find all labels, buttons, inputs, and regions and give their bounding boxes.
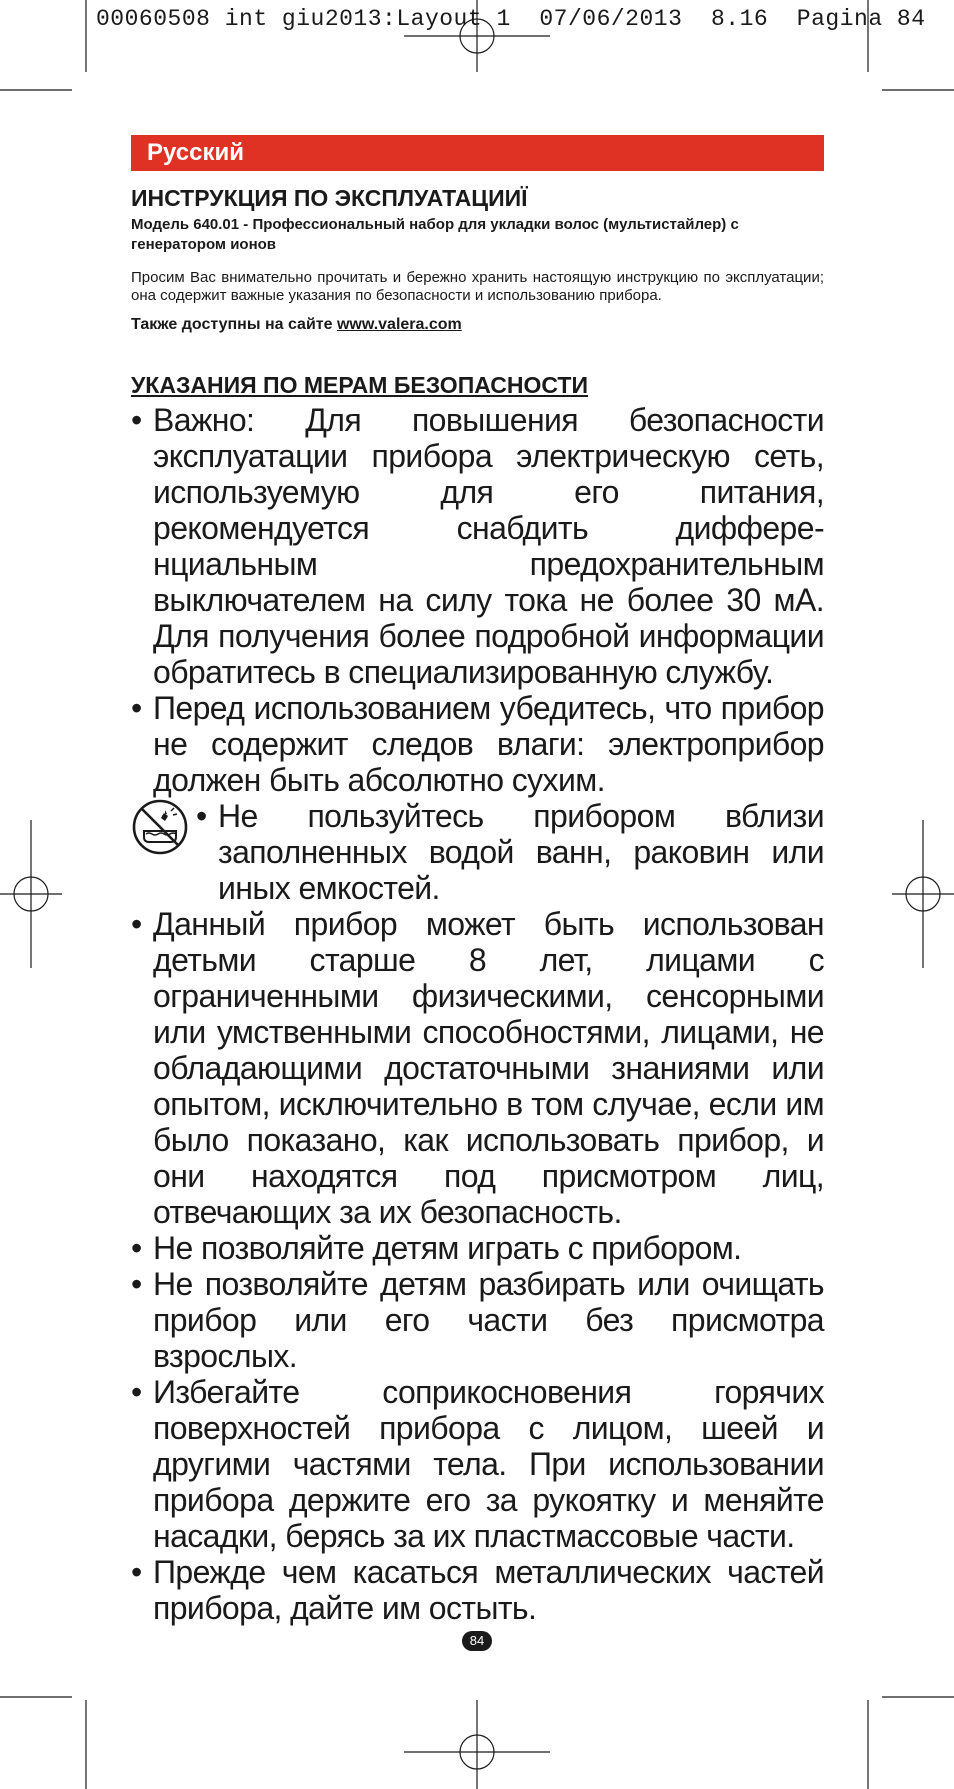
safety-section-title: УКАЗАНИЯ ПО МЕРАМ БЕЗОПАСНОСТИ	[131, 372, 588, 398]
safety-item-text: Не пользуйтесь прибором вблизи заполненных водой ванн, раковин или иных емкостей.	[218, 798, 824, 906]
no-use-near-water-icon	[131, 798, 189, 856]
page-number: 84	[462, 1631, 492, 1651]
safety-item: • Избегайте соприкосновения горячих поверхностей прибора с лицом, шеей и другими частями тела. При использовании прибора держите его за рукоятку и меняйте насадки, берясь за их пластмассовые части.	[131, 1374, 824, 1554]
website-line	[131, 314, 824, 336]
safety-item: • Прежде чем касаться металлических частей прибора, дайте им остыть.	[131, 1554, 824, 1626]
safety-item: • Не позволяйте детям играть с прибором.	[131, 1230, 824, 1266]
language-bar: Русский	[131, 135, 824, 171]
document-title: ИНСТРУКЦИЯ ПО ЭКСПЛУАТАЦИИЇ	[131, 185, 528, 211]
safety-item: • Перед использованием убедитесь, что прибор не содержит следов влаги: электроприбор должен быть абсолютно сухим.	[131, 690, 824, 798]
crop-mark-icon	[892, 820, 954, 968]
instruction-page	[131, 135, 824, 1626]
safety-item-water	[131, 798, 824, 906]
crop-mark-icon	[404, 1700, 550, 1789]
safety-item: • Данный прибор может быть использован детьми старше 8 лет, лицами с ограниченными физическими, сенсорными или умственными способностями, лицами, не обладающими достаточными знаниями или опытом, исключительно в том случае, если им было показано, как использовать прибор, и они находятся под присмотром лиц, отвечающих за их безопасность.	[131, 906, 824, 1230]
safety-list	[131, 402, 824, 1626]
safety-item: • Важно: Для повышения безопасности эксплуатации прибора электрическую сеть, используемую для его питания, рекомендуется снабдить диффере-нциальным предохранительным выключателем на силу тока не более 30 мА. Для получения более подробной информации обратитесь в специализированную службу.	[131, 402, 824, 690]
website-prefix: Также доступны на сайте	[131, 316, 337, 333]
print-slug: 00060508 int giu2013:Layout 1 07/06/2013 8.16 Pagina 84	[96, 6, 926, 32]
website-link[interactable]: www.valera.com	[336, 316, 462, 333]
crop-mark-icon	[0, 820, 62, 968]
safety-item: • Не позволяйте детям разбирать или очищать прибор или его части без присмотра взрослых.	[131, 1266, 824, 1374]
intro-paragraph: Просим Вас внимательно прочитать и бережно хранить настоящую инструкцию по эксплуатации; она содержит важные указания по безопасности и использованию прибора.	[131, 269, 824, 304]
model-line: Модель 640.01 - Профессиональный набор для укладки волос (мультистайлер) с генератором ионов	[131, 216, 739, 253]
